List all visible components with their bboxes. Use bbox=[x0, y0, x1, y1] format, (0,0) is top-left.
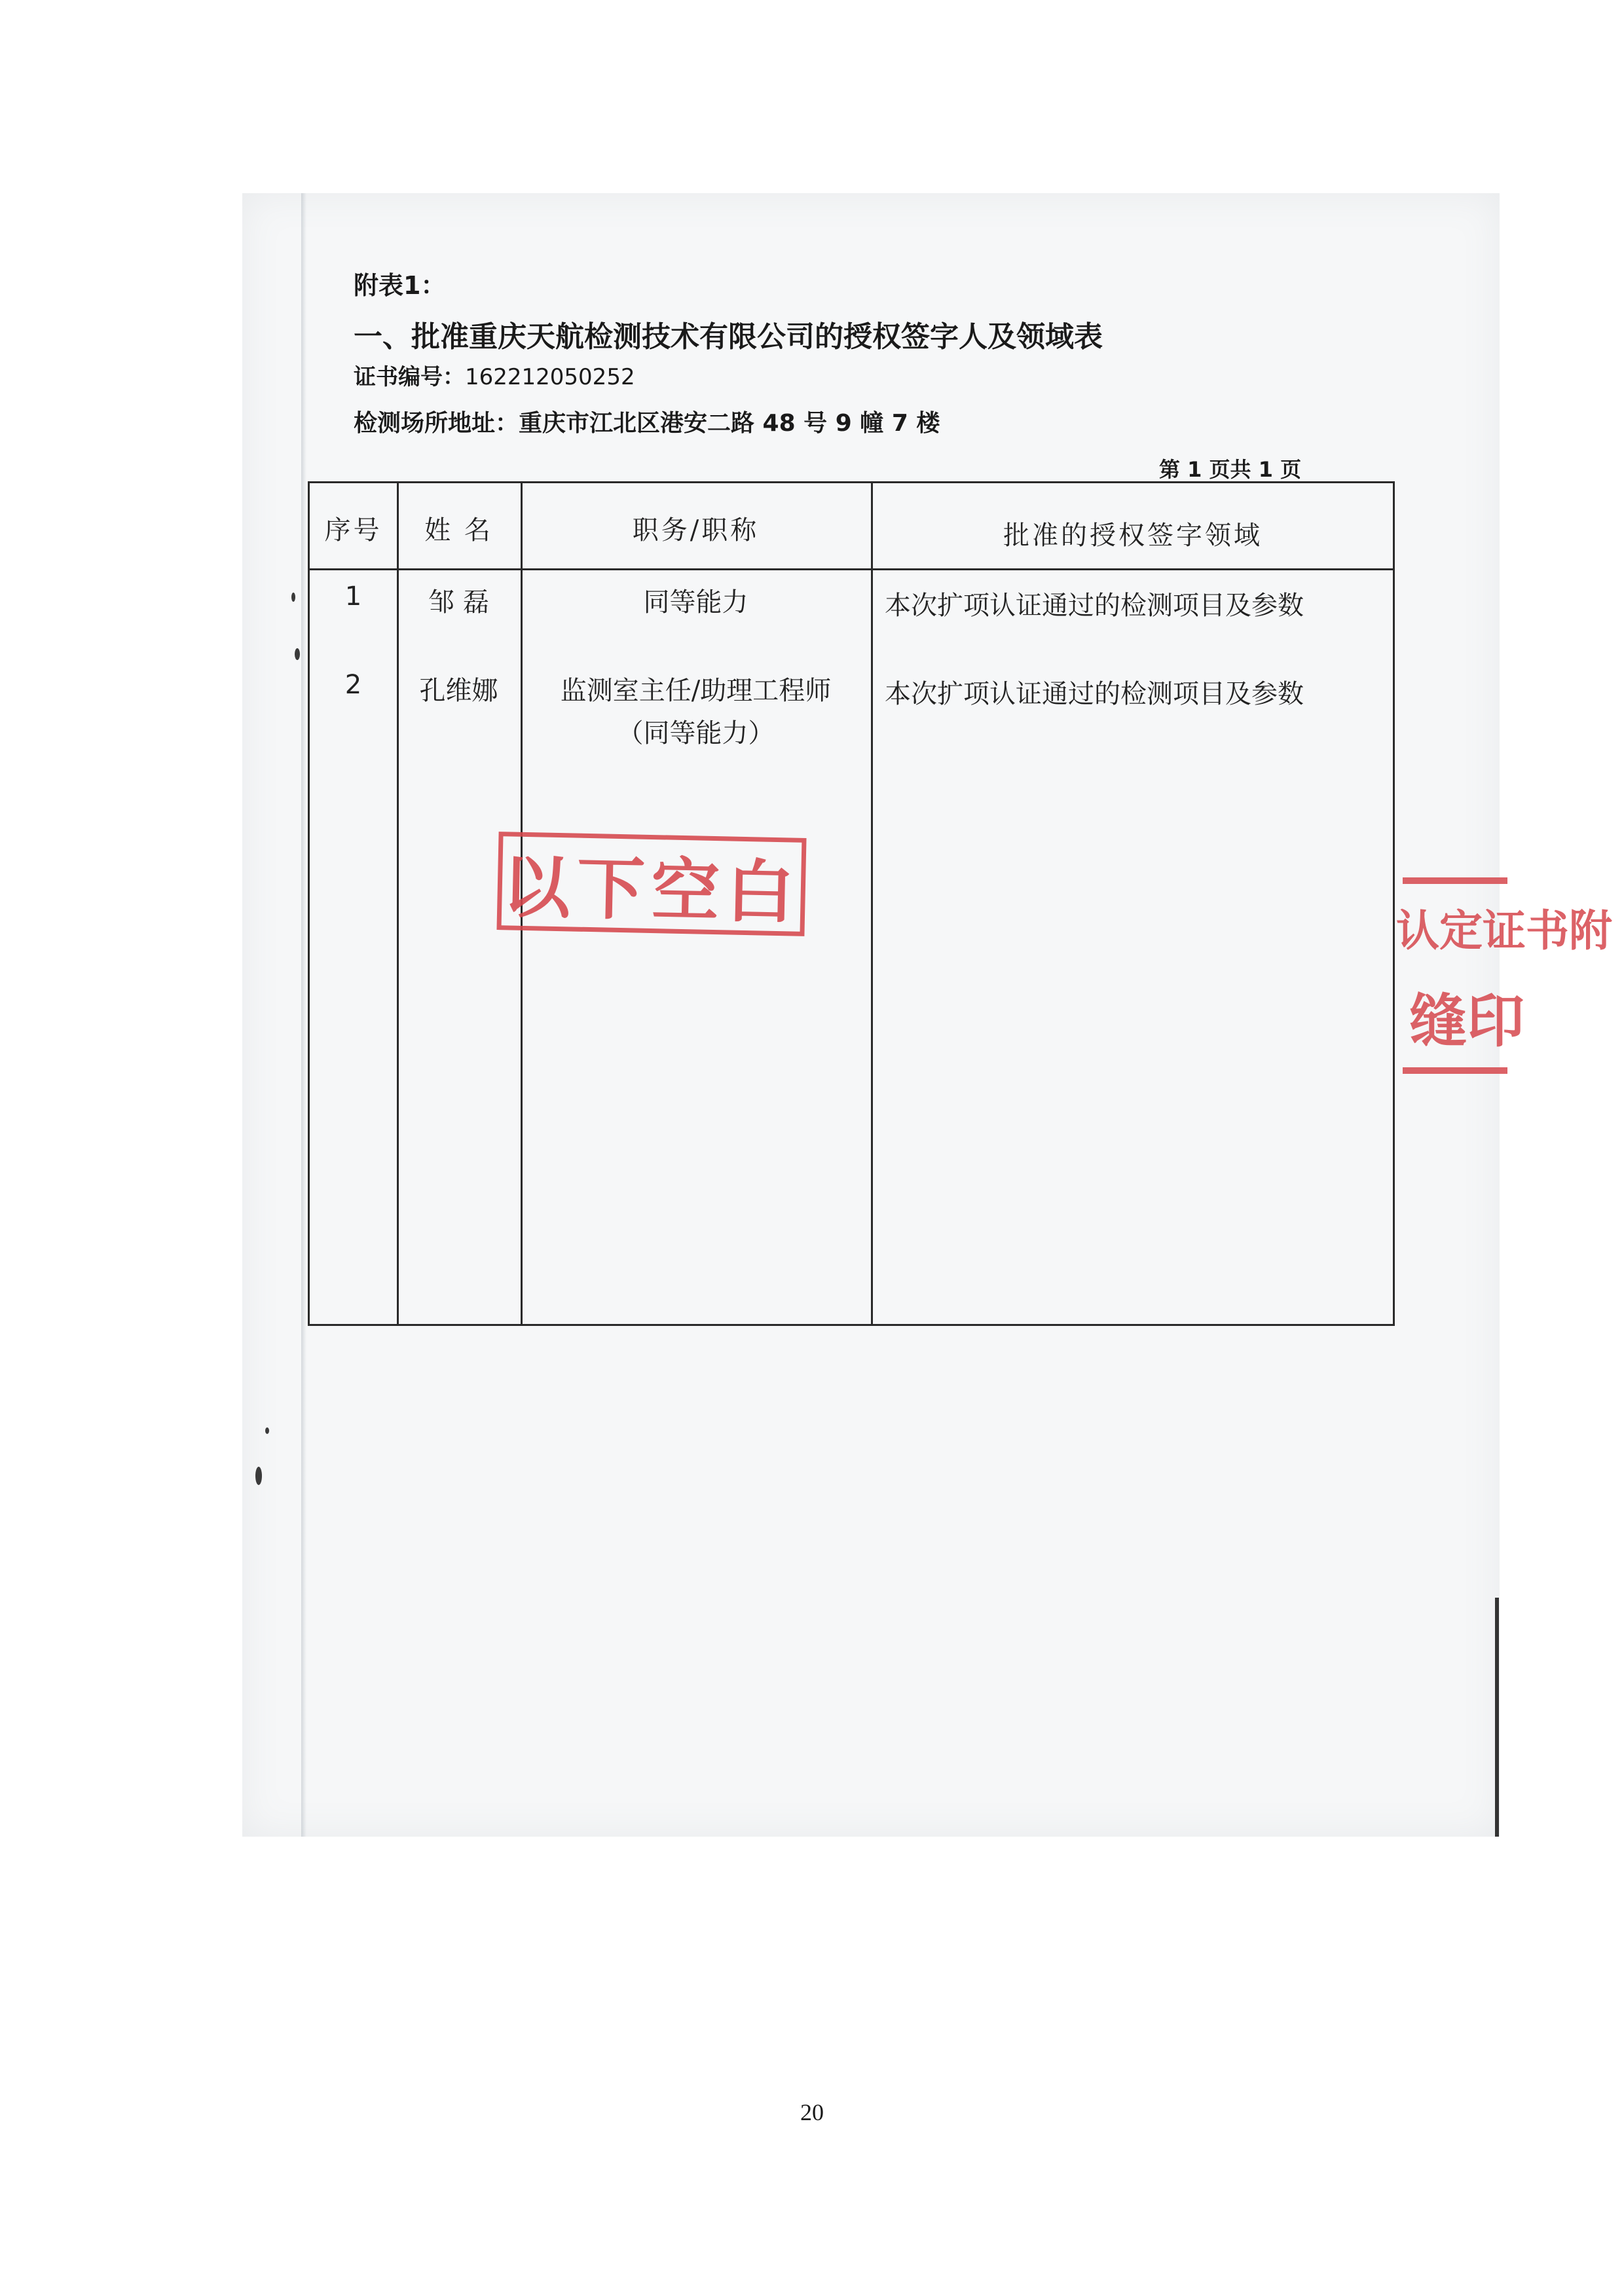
row-2-scope: 本次扩项认证通过的检测项目及参数 bbox=[885, 679, 1304, 709]
scan-left-shadow bbox=[301, 193, 306, 1837]
scan-speck bbox=[291, 593, 295, 602]
row-1-position: 同等能力 bbox=[643, 587, 748, 617]
row-1-no: 1 bbox=[344, 581, 362, 612]
certificate-label: 证书编号： bbox=[354, 364, 465, 390]
row-2-position-line1: 监测室主任/助理工程师 bbox=[560, 676, 832, 706]
appendix-label: 附表1： bbox=[354, 271, 446, 300]
header-no: 序号 bbox=[324, 515, 382, 545]
table-divider bbox=[871, 483, 873, 1324]
scan-speck bbox=[265, 1427, 269, 1434]
seam-seal-stamp bbox=[1396, 877, 1612, 1074]
address-value: 重庆市江北区港安二路 48 号 9 幢 7 楼 bbox=[519, 410, 940, 437]
page-info: 第 1 页共 1 页 bbox=[1159, 457, 1302, 482]
row-2-no: 2 bbox=[344, 670, 362, 700]
row-2-position-line2: （同等能力） bbox=[617, 718, 775, 748]
document-title: 一、批准重庆天航检测技术有限公司的授权签字人及领域表 bbox=[354, 320, 1103, 354]
page-number: 20 bbox=[800, 2099, 824, 2125]
certificate-value: 162212050252 bbox=[465, 364, 635, 390]
site-address bbox=[354, 405, 940, 438]
address-label: 检测场所地址： bbox=[354, 410, 519, 437]
row-1-scope: 本次扩项认证通过的检测项目及参数 bbox=[885, 591, 1304, 621]
certificate-number bbox=[354, 359, 635, 391]
scan-speck bbox=[255, 1467, 262, 1485]
row-1-name: 邹 磊 bbox=[428, 587, 489, 617]
header-position: 职务/职称 bbox=[632, 515, 760, 545]
table-divider bbox=[310, 568, 1393, 570]
signatory-table bbox=[308, 481, 1395, 1326]
header-scope: 批准的授权签字领域 bbox=[1003, 521, 1263, 551]
seal-text-line1: 认定证书附 bbox=[1396, 906, 1612, 956]
seal-border bbox=[1403, 877, 1507, 884]
seal-text-line2: 缝印 bbox=[1409, 987, 1525, 1055]
blank-below-stamp: 以下空白 bbox=[496, 832, 806, 936]
scan-speck bbox=[295, 648, 300, 660]
row-2-name: 孔维娜 bbox=[419, 676, 498, 706]
header-name: 姓 名 bbox=[424, 515, 493, 545]
scan-right-edge bbox=[1495, 1598, 1499, 1837]
seal-border bbox=[1403, 1067, 1507, 1074]
